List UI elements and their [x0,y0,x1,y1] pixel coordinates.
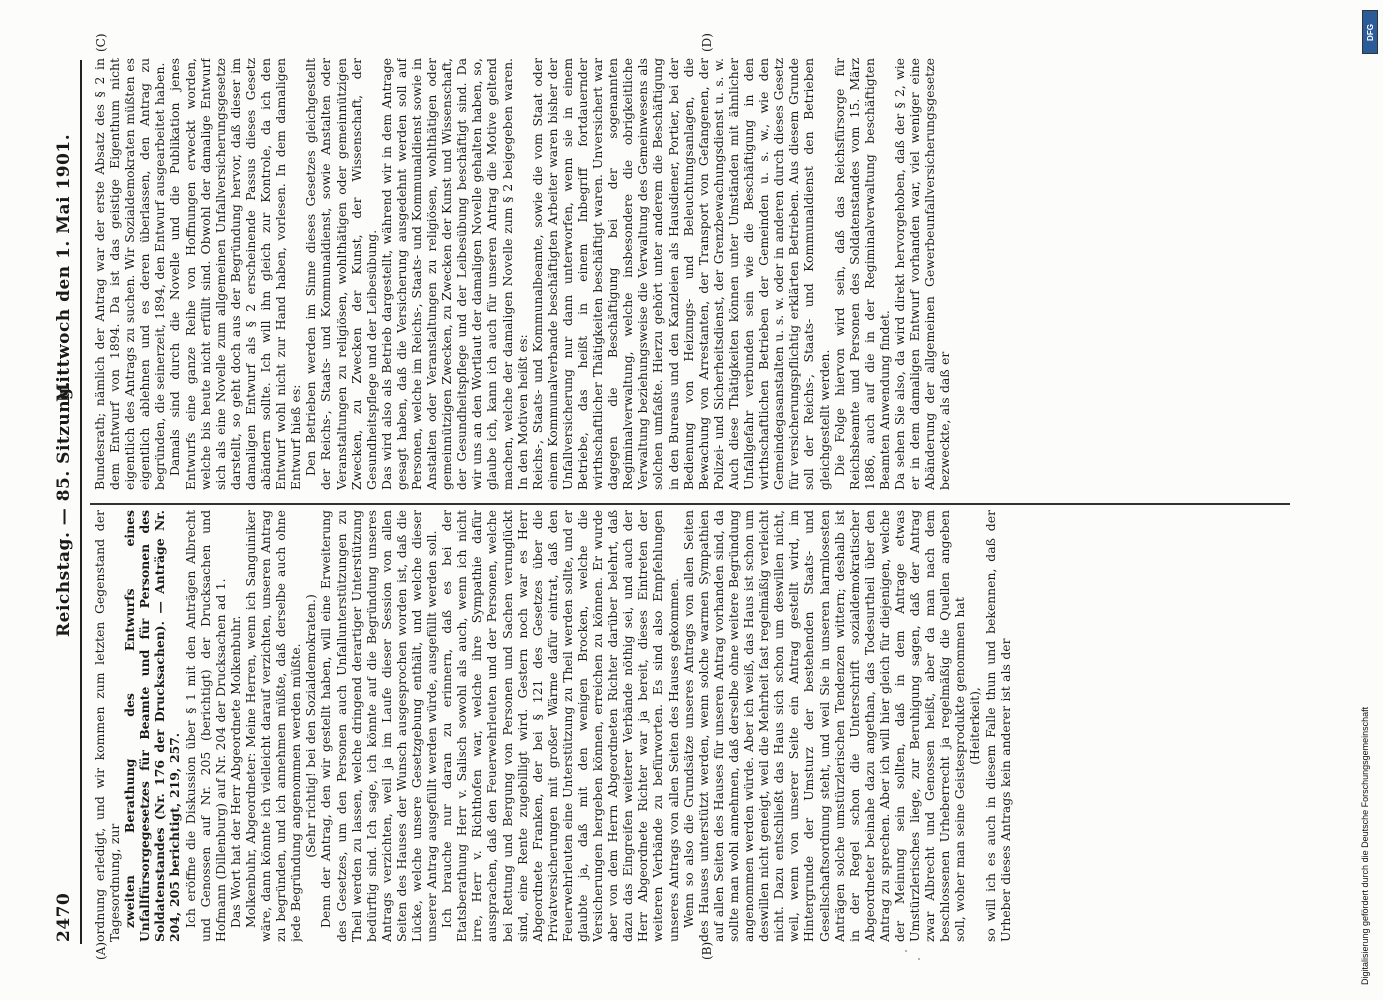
scan-speck [918,958,920,960]
paragraph: Wenn so also die Grundsätze unseres Antrags von allen Seiten des Hauses unterstützt werden, wenn solche warmen Sympathien auf allen Seiten des Hauses für unseren Antrag vorhanden sind, da sollte man wohl annehmen, daß derselbe ohne weitere Begründung angenommen werden würde. Aber ich weiß, das Haus ist schon um deswillen nicht geneigt, weil die Mehrheit fast regelmäßig verleicht nicht. Dazu entschließt das Haus sich schon um deswillen nicht, weil, wenn von unserer Seite ein Antrag gestellt wird, im Hintergrunde der Umsturz der bestehenden Staats- und Gesellschaftsordnung steht, und weil Sie in unseren harmlosesten Anträgen solche umstürzlerischen Tendenzen wittern; deshalb ist in der Regel schon die Unterschrift sozialdemokratischer Abgeordneter beinahe dazu angethan, das Todesurtheil über den Antrag zu sprechen. Aber ich will hier gleich für diejenigen, welche der Meinung sein sollten, daß in dem Antrage etwas Umstürzlerisches liege, zur Beruhigung sagen, daß der Antrag zwar Albrecht und Genossen heißt, aber da man nach dem beschlossenen Urheberrecht ja regelmäßig die Quellen angeben soll, woher man seine Geistesprodukte genommen hat [680,510,968,942]
interjection: (Heiterkeit), [967,687,983,765]
margin-marker-a: (A) [94,941,108,960]
margin-marker-d: (D) [700,33,714,52]
margin-marker-b: (B) [700,941,714,960]
paragraph: Das wird also als Betrieb dargestellt, während wir in dem Antrage gesagt haben, daß die Versicherung ausgedehnt werden soll auf Personen, welche im Reichs-, Staats- und Kommunaldienst sowie in Anstalten oder Veranstaltungen zu religiösen, wohlthätigen oder gemeinnützigen Zwecken, zu Zwecken der Kunst und Wissenschaft, der Gesundheitspflege und der Leibesübung beschäftigt sind. Da wir uns an den Wortlaut der damaligen Novelle gehalten haben, so, glaube ich, kann ich auch für unseren Antrag die Motive geltend machen, welche der damaligen Novelle zum § 2 beigegeben waren. In den Motiven heißt es: [378,58,530,490]
scan-speck [905,950,907,952]
session-date: Mittwoch den 1. Mai 1901. [54,133,74,402]
page-number: 2470 [54,892,74,942]
paragraph: ordnung erledigt, und wir kommen zum letzten Gegenstand der Tagesordnung, zur [92,510,123,942]
header-rule [80,60,82,944]
paragraph: so will ich es auch in diesem Falle thun und bekennen, daß der Urheber dieses Antrags kein anderer ist als der [982,510,1013,942]
margin-marker-c: (C) [94,33,108,52]
dfg-logo-text: DFG [1365,23,1375,41]
speech-paragraph: Molkenbuhr, Abgeordneter: Meine Herren, wenn ich Sanguiniker wäre, dann könnte ich vielleicht darauf verzichten, unseren Antrag zu begründen, und ich annehmen müßte, daß derselbe auch ohne jede Begründung angenommen werden müßte. [242,510,304,942]
quoted-paragraph: Reichs-, Staats- und Kommunalbeamte, sowie die vom Staat oder einem Kommunalverbande beschäftigten Arbeiter waren bisher der Unfallversicherung nur dann unterworfen, wenn sie in einem Betriebe, das heißt in einem Inbegriff fortdauernder wirthschaftlicher Thätigkeiten beschäftigt waren. Unversichert war dagegen die Beschäftigung bei der sogenannten Regiminalverwaltung, welche insbesondere die obrigkeitliche Verwaltung beziehungsweise die Verwaltung des Gemeinwesens als solchen umfaßte. Hierzu gehört unter anderem die Beschäftigung in den Bureaus und den Kanzleien als Hausdiener, Portier, bei der Bedienung von Heizungs- und Beleuchtungsanlagen, die Bewachung von Arrestanten, der Transport von Gefangenen, der Polizei- und Sicherheitsdienst, der Grenzbewachungsdienst u. s. w. Auch diese Thätigkeiten können unter Umständen mit ähnlicher Unfallgefahr verbunden sein wie die Beschäftigung in den wirthschaftlichen Betrieben der Gemeinden u. s. w., wie den Gemeindegasanstalten u. s. w. oder in anderen durch dieses Gesetz für versicherungspflichtig erklärten Betrieben. Aus diesem Grunde soll der Reichs-, Staats- und Kommunaldienst den Betrieben gleichgestellt werden. [529,58,832,490]
paragraph: Da sehen Sie also, da wird direkt hervorgehoben, daß der § 2, wie er in dem damaligen Entwurf vorhanden war, viel weniger eine Abänderung der allgemeinen Gewerbeunfallversicherungsgesetze bezweckte, als daß er [891,58,953,490]
paragraph: Ich brauche nur daran zu erinnern, daß es bei der Etatsberathung Herr v. Salisch sowohl als auch, wenn ich nicht irre, Herr v. Richthofen war, welche ihre Sympathie dafür aussprachen, daß den Feuerwehrleuten und der Personen, welche bei Rettung und Bergung von Personen und Sachen verunglückt sind, eine Rente zugebilligt wird. Gestern noch war es Herr Abgeordnete Franken, der bei § 121 des Gesetzes über die Privatversicherungen mit großer Wärme dafür eintrat, daß den Feuerwehrleuten eine Unterstützung zu Theil werden sollte, und er glaubte ja, daß mit den wenigen Brocken, welche die Versicherungen hergeben können, erreichen zu können. Er wurde aber von dem Herrn Abgeordneten Richter darüber belehrt, daß dazu das Eingreifen weiterer Verbände nöthig sei, und auch der Herr Abgeordnete Richter war ja bereit, dieses Eintreten der weiteren Verbände zu befürworten. Es sind also Empfehlungen unseres Antrags von allen Seiten des Hauses gekommen. [439,510,681,942]
right-text-column [92,58,1292,490]
interjection: (Sehr richtig! bei den Sozialdemokraten.) [303,594,319,858]
paragraph: Ich eröffne die Diskussion über § 1 mit den Anträgen Albrecht und Genossen auf Nr. 205 (berichtigt) der Drucksachen und Hofmann (Dillenburg) auf Nr. 204 der Drucksachen ad 1. [182,510,228,942]
quoted-paragraph: Die Folge hiervon wird sein, daß das Reichsfürsorge für Reichsbeamte und Personen des Soldatenstandes vom 15. März 1886, auch auf die in der Regiminalverwaltung beschäftigten Beamten Anwendung findet. [831,58,892,490]
paragraph: Bundesrath; nämlich der Antrag war der erste Absatz des § 2 in dem Entwurf von 1894. Da ist das geistige Eigenthum nicht eigentlich des Antrags zu suchen. Wir Sozialdemokraten müßten es eigentlich ablehnen und es deren überlassen, den Antrag zu begründen, die seinerzeit, 1894, den Entwurf ausgearbeitet haben. [92,58,168,490]
paragraph: Das Wort hat der Herr Abgeordnete Molkenbuhr. [227,615,243,928]
session-title: Reichstag. — 85. Sitzung. [54,381,74,637]
paragraph: Damals sind durch die Novelle und die Publikation jenes Entwurfs eine ganze Reihe von Hoffnungen erweckt worden, welche bis heute nicht erfüllt sind. Obwohl der damalige Entwurf sich als eine Novelle zum allgemeinen Unfallversicherungsgesetze darstellt, so geht doch aus der Begründung hervor, daß dieser im damaligen Entwurf als § 2 erscheinende Passus dieses Gesetz abändern sollte. Ich will ihn gleich zur Kontrole, da ich den Entwurf wohl nicht zur Hand haben, vorlesen. In dem damaligen Entwurf hieß es: [167,58,304,490]
left-text-column [92,510,1292,942]
agenda-item-heading: zweiten Berathung des Entwurfs eines Unfallfürsorgegesetzes für Beamte und für Personen des Soldatenstandes (Nr. 176 der Drucksachen). — Anträge Nr. 204, 205 berichtigt, 219, 257. [122,510,183,942]
page-header [54,62,80,942]
quoted-paragraph: Den Betrieben werden im Sinne dieses Gesetzes gleichgestellt der Reichs-, Staats- und Kommunaldienst, sowie Anstalten oder Veranstaltungen zu religiösen, wohlthätigen oder gemeinnützigen Zwecken, zu Zwecken der Kunst, der Wissenschaft, der Gesundheitspflege und der Leibesübung. [303,58,379,490]
dfg-logo [1362,10,1378,54]
column-divider [90,504,1290,506]
digitization-note: Digitalisierung gefördert durch die Deutsche Forschungsgemeinschaft [1360,706,1370,985]
paragraph: Denn der Antrag, den wir gestellt haben, will eine Erweiterung des Gesetzes, um den Personen auch Unfallunterstützungen zu Theil werden zu lassen, welche dringend derartiger Unterstützung bedürftig sind. Ich sage, ich könnte auf die Begründung unseres Antrags verzichten, weil ja im Laufe dieser Session von allen Seiten des Hauses der Wunsch ausgesprochen worden ist, daß die Lücke, welche unsere Gesetzgebung enthält, und welche dieser unserer Antrag ausgefüllt werden würde, ausgefüllt werden soll. [318,510,440,942]
